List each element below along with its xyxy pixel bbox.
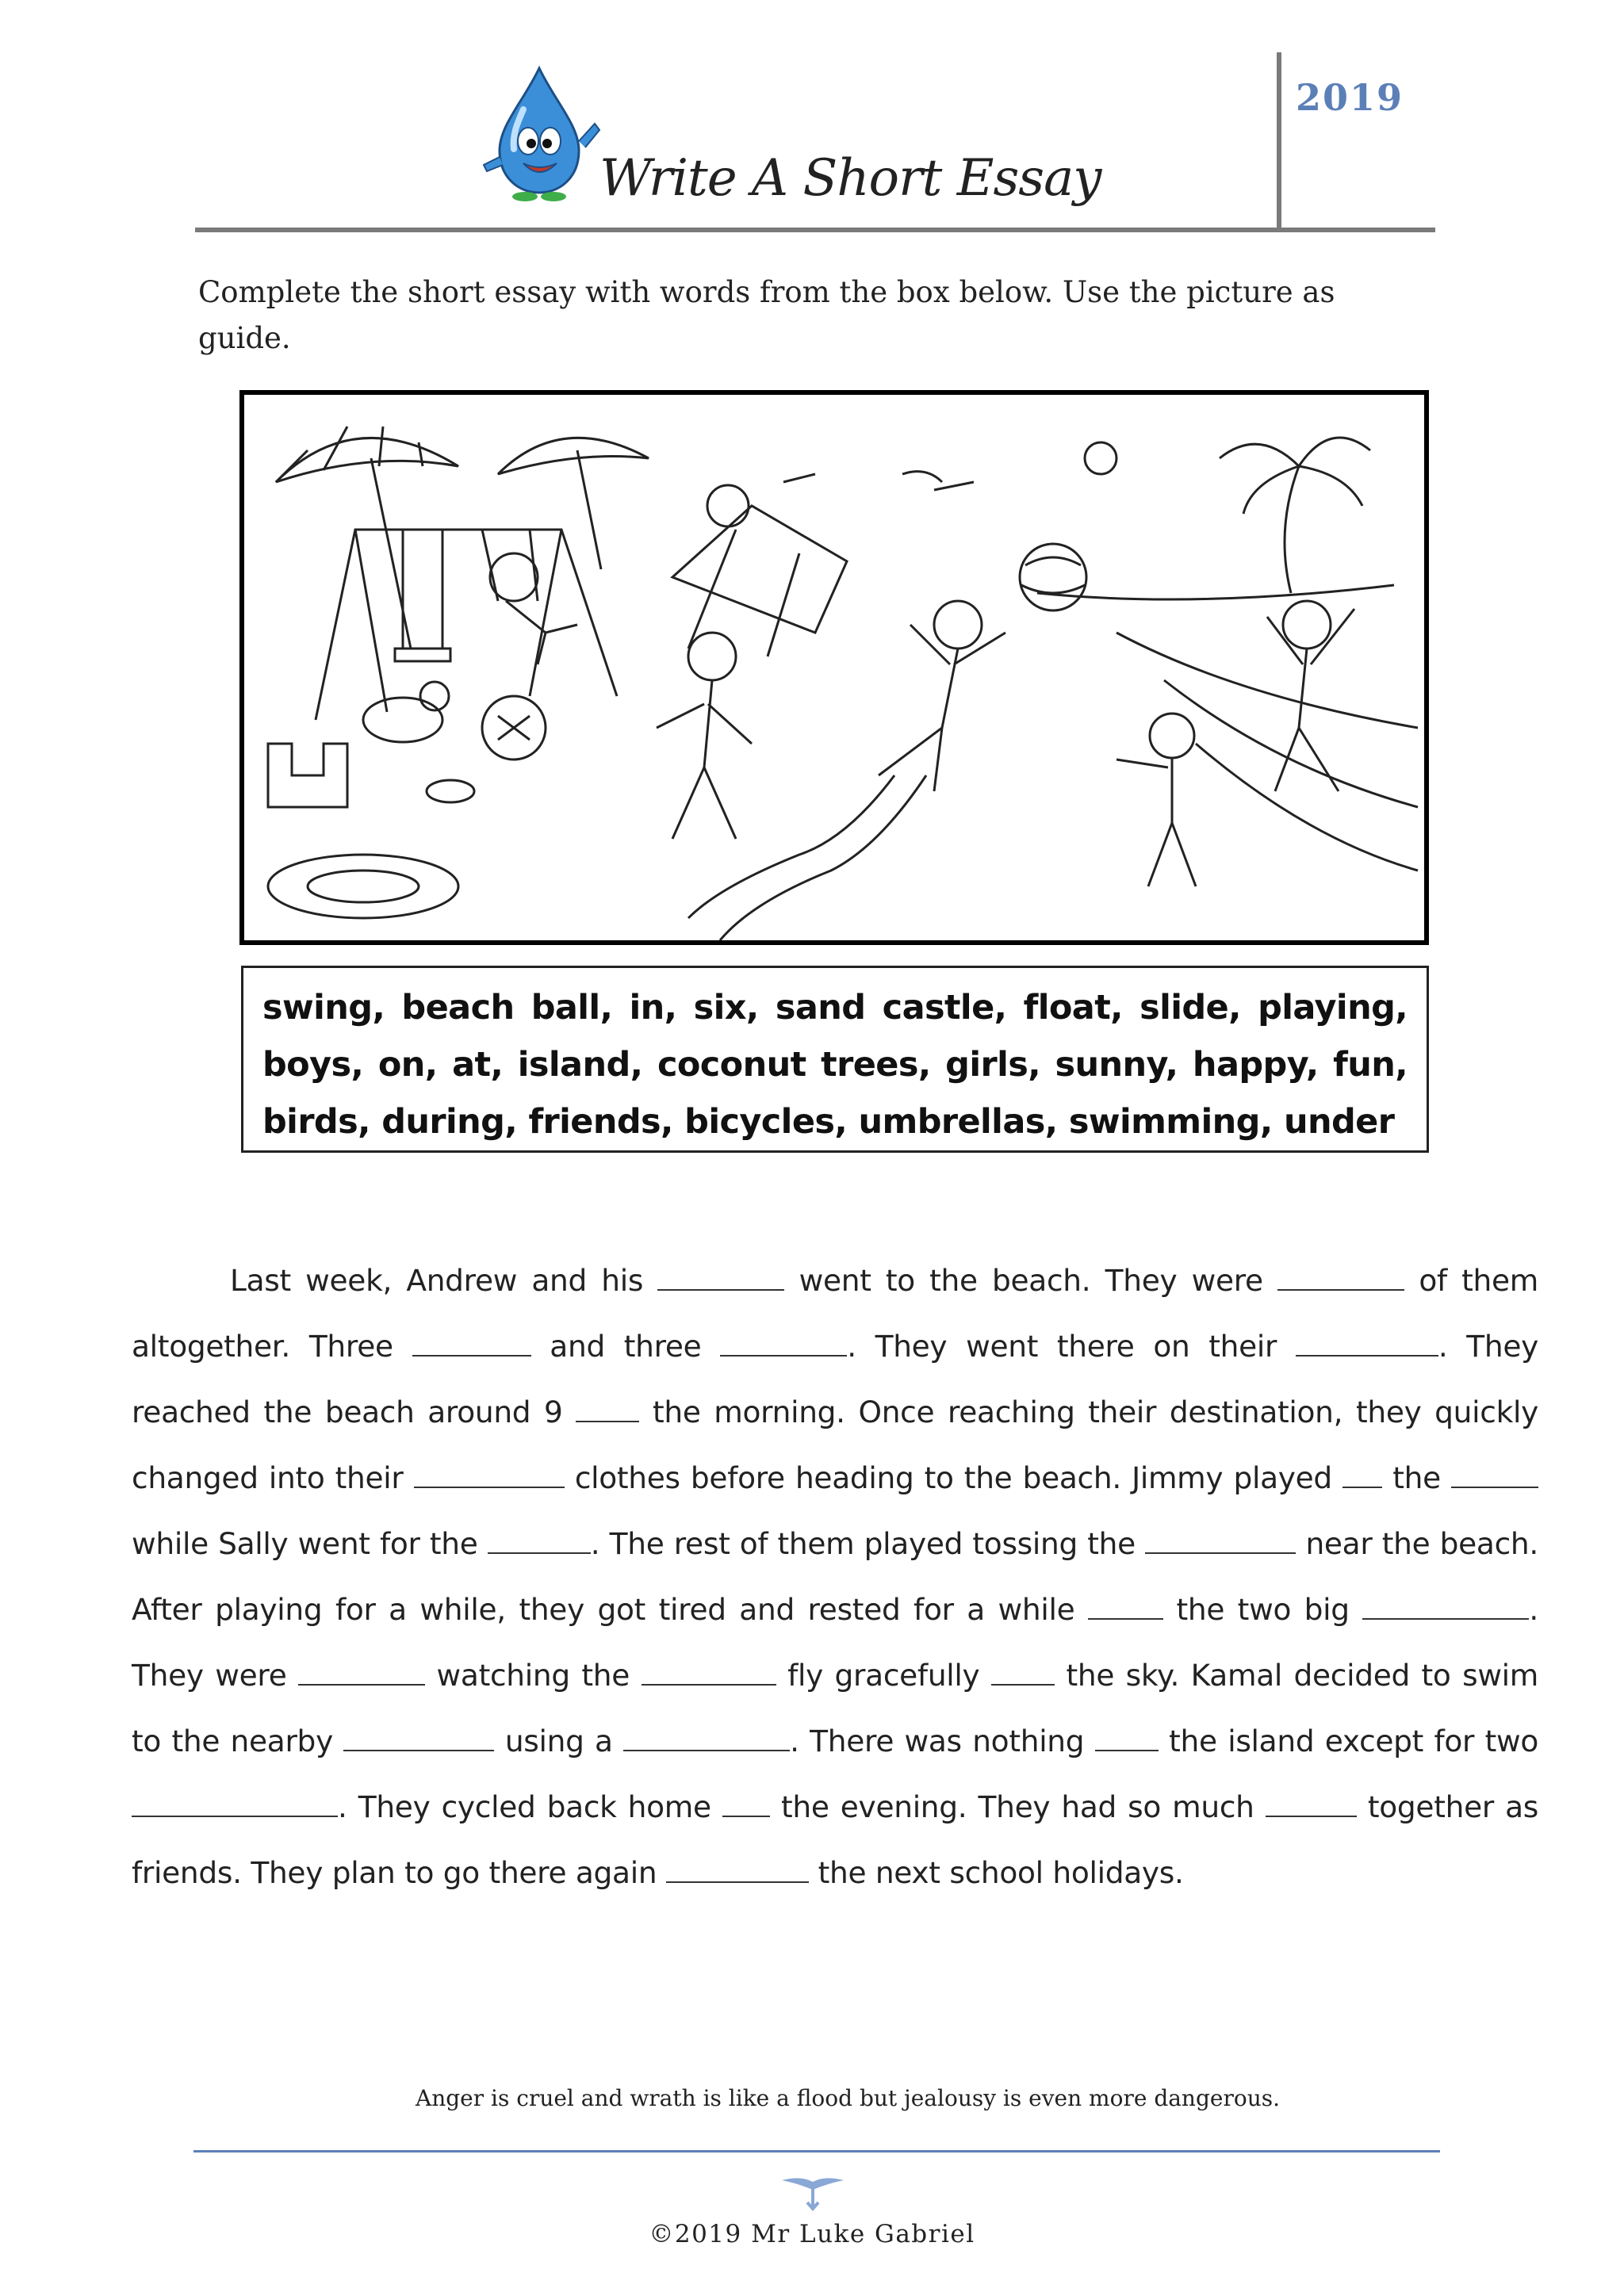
essay-text-segment: watching the <box>436 1658 630 1693</box>
beach-scene-illustration-icon <box>239 390 1429 945</box>
copyright-text: ©2019 Mr Luke Gabriel <box>649 2220 975 2248</box>
fill-in-blank[interactable] <box>1277 1265 1404 1291</box>
essay-text-segment: . There was nothing <box>790 1724 1085 1758</box>
essay-text-segment: using a <box>504 1724 613 1758</box>
fill-in-blank[interactable] <box>1362 1594 1529 1620</box>
essay-text-segment: went to the beach. They were <box>799 1263 1263 1298</box>
essay-text-segment: and three <box>550 1329 702 1364</box>
bird-ornament-icon <box>777 2174 848 2212</box>
essay-text-segment: . They were <box>132 1592 1538 1693</box>
fill-in-blank[interactable] <box>576 1397 639 1422</box>
essay-text-segment: together as friends. They plan to go there again <box>132 1789 1538 1890</box>
fill-in-blank[interactable] <box>1145 1529 1296 1554</box>
water-drop-mascot-icon <box>468 62 611 205</box>
essay-text-segment: the <box>1392 1460 1441 1495</box>
fill-in-blank[interactable] <box>642 1660 776 1686</box>
essay-text-segment: clothes before heading to the beach. Jimmy played <box>574 1460 1332 1495</box>
essay-text-segment: . The rest of them played tossing the <box>590 1526 1136 1561</box>
fill-in-blank[interactable] <box>414 1463 565 1488</box>
fill-in-blank[interactable] <box>412 1331 531 1357</box>
essay-text-segment: the sky. Kamal decided to swim to the nearby <box>132 1658 1539 1758</box>
essay-text-segment: fly gracefully <box>787 1658 980 1693</box>
quote-text: Anger is cruel and wrath is like a flood but jealousy is even more dangerous. <box>416 2085 1281 2111</box>
fill-in-blank[interactable] <box>343 1726 494 1751</box>
essay-text-segment: . They reached the beach around 9 <box>132 1329 1539 1429</box>
essay-text-segment: Last week, Andrew and his <box>230 1263 644 1298</box>
fill-in-blank[interactable] <box>623 1726 790 1751</box>
essay-text-segment: while Sally went for the <box>132 1526 478 1561</box>
instruction-text: Complete the short essay with words from the box below. Use the picture as guide. <box>198 275 1335 355</box>
fill-in-blank[interactable] <box>488 1529 591 1554</box>
fill-in-blank[interactable] <box>1095 1726 1159 1751</box>
header-divider-horizontal <box>195 228 1435 232</box>
fill-in-blank[interactable] <box>132 1792 338 1817</box>
essay-text-segment: the next school holidays. <box>818 1855 1184 1890</box>
essay-text-segment: of them altogether. Three <box>132 1263 1539 1364</box>
essay-text-segment: . They cycled back home <box>338 1789 711 1824</box>
page-title: Write A Short Essay <box>599 149 1101 208</box>
essay-text-segment: . They went there on their <box>847 1329 1277 1364</box>
fill-in-blank[interactable] <box>1266 1792 1357 1817</box>
fill-in-blank[interactable] <box>298 1660 425 1686</box>
footer-divider <box>193 2150 1440 2152</box>
word-bank-box: swing, beach ball, in, six, sand castle, float, slide, playing, boys, on, at, island, coconut trees, girls, sunny, happy, fun, birds, during, friends, bicycles, umbrellas, swimming, under <box>241 966 1429 1153</box>
fill-in-blank[interactable] <box>722 1792 770 1817</box>
essay-text-segment: the island except for two <box>1169 1724 1539 1758</box>
fill-in-blank[interactable] <box>1451 1463 1538 1488</box>
essay-text-segment: the morning. Once reaching their destination, they quickly changed into their <box>132 1395 1539 1495</box>
essay-text-segment: near the beach. After playing for a while, they got tired and rested for a while <box>132 1526 1538 1627</box>
fill-in-blank[interactable] <box>657 1265 784 1291</box>
fill-in-blank[interactable] <box>1342 1463 1382 1488</box>
year-label: 2019 <box>1296 76 1404 119</box>
essay-paragraph <box>132 1248 1538 1906</box>
fill-in-blank[interactable] <box>991 1660 1055 1686</box>
fill-in-blank[interactable] <box>1088 1594 1163 1620</box>
fill-in-blank[interactable] <box>720 1331 847 1357</box>
fill-in-blank[interactable] <box>666 1858 809 1883</box>
fill-in-blank[interactable] <box>1296 1331 1438 1357</box>
essay-text-segment: the evening. They had so much <box>781 1789 1254 1824</box>
essay-text-segment: the two big <box>1176 1592 1350 1627</box>
header-divider-vertical <box>1277 52 1281 232</box>
